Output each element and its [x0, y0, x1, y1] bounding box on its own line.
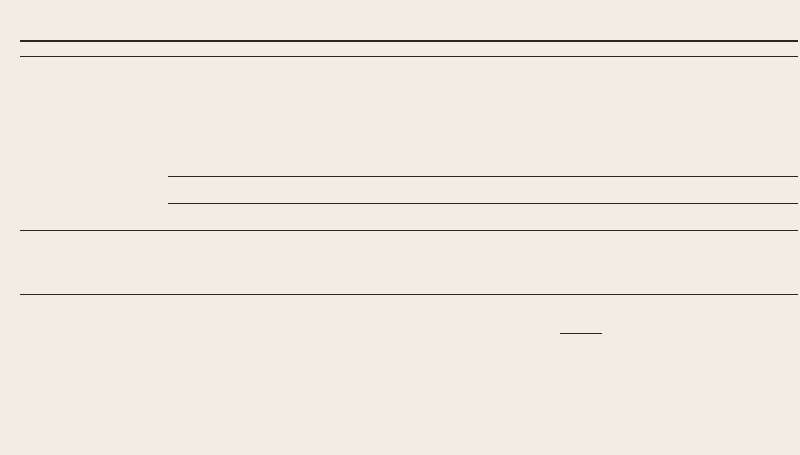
total-rule-top: [168, 176, 798, 177]
section3-bottom-rule: [20, 294, 798, 295]
attendance-rule: [168, 203, 798, 204]
footnote-sum-rule: [560, 333, 602, 334]
top-rule: [20, 40, 798, 42]
section-divider: [20, 230, 798, 231]
header-rule: [20, 56, 798, 57]
